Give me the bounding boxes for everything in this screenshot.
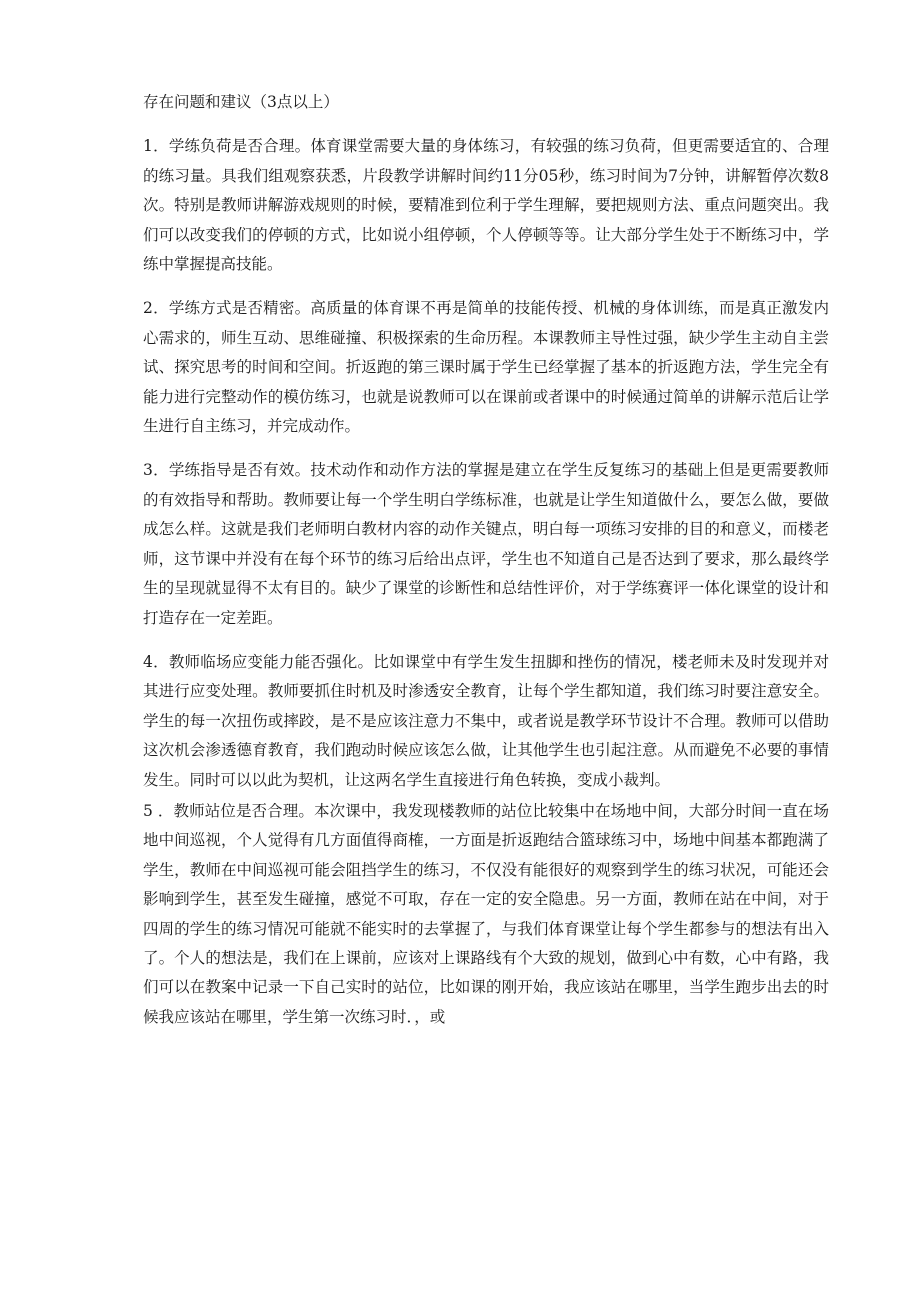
section-heading: 存在问题和建议（3点以上） (143, 93, 339, 111)
paragraph-text: 教师临场应变能力能否强化。比如课堂中有学生发生扭脚和挫伤的情况，楼老师未及时发现并对其进行应变处理。教师要抓住时机及时渗透安全教育，让每个学生都知道，我们练习时要注意安全。学生的每一次扭伤或摔跤，是不是应该注意力不集中，或者说是教学环节设计不合理。教师可以借助这次机会渗透德育教育，我们跑动时候应该怎么做，让其他学生也引起注意。从而避免不必要的事情发生。同时可以以此为契机，让这两名学生直接进行角色转换，变成小裁判。 (143, 652, 829, 789)
paragraph-number: 5 ． (143, 801, 174, 820)
paragraph-number: 2． (143, 299, 169, 318)
paragraph-text: 学练方式是否精密。高质量的体育课不再是简单的技能传授、机械的身体训练，而是真正激发内心需求的，师生互动、思维碰撞、积极探索的生命历程。本课教师主导性过强，缺少学生主动自主尝试、探究思考的时间和空间。折返跑的第三课时属于学生已经掌握了基本的折返跑方法，学生完全有能力进行完整动作的模仿练习，也就是说教师可以在课前或者课中的时候通过简单的讲解示范后让学生进行自主练习，并完成动作。 (143, 299, 829, 436)
paragraph-5 (143, 797, 829, 1032)
paragraph-text: 教师站位是否合理。本次课中，我发现楼教师的站位比较集中在场地中间，大部分时间一直在场地中间巡视，个人觉得有几方面值得商榷，一方面是折返跑结合篮球练习中，场地中间基本都跑满了学生，教师在中间巡视可能会阻挡学生的练习，不仅没有能很好的观察到学生的练习状况，可能还会影响到学生，甚至发生碰撞，感觉不可取，存在一定的安全隐患。另一方面，教师在站在中间，对于四周的学生的练习情况可能就不能实时的去掌握了，与我们体育课堂让每个学生都参与的想法有出入了。个人的想法是，我们在上课前，应该对上课路线有个大致的规划，做到心中有数，心中有路，我们可以在教案中记录一下自己实时的站位，比如课的刚开始，我应该站在哪里，当学生跑步出去的时候我应该站在哪里，学生第一次练习时．，或 (143, 801, 829, 1026)
paragraph-3 (143, 456, 829, 632)
paragraph-text: 学练负荷是否合理。体育课堂需要大量的身体练习，有较强的练习负荷，但更需要适宜的、合理的练习量。具我们组观察获悉，片段教学讲解时间约11分05秒，练习时间为7分钟，讲解暂停次数8次。特别是教师讲解游戏规则的时候，要精准到位利于学生理解，要把规则方法、重点问题突出。我们可以改变我们的停顿的方式，比如说小组停顿，个人停顿等等。让大部分学生处于不断练习中，学练中掌握提高技能。 (143, 137, 829, 274)
paragraph-number: 4． (143, 652, 169, 671)
paragraph-number: 3． (143, 461, 169, 480)
paragraph-2 (143, 294, 829, 441)
paragraph-4 (143, 648, 829, 795)
paragraph-1 (143, 132, 829, 279)
document-body (143, 88, 829, 1047)
paragraph-number: 1． (143, 137, 169, 156)
paragraph-text: 学练指导是否有效。技术动作和动作方法的掌握是建立在学生反复练习的基础上但是更需要教师的有效指导和帮助。教师要让每一个学生明白学练标准，也就是让学生知道做什么，要怎么做，要做成怎么样。这就是我们老师明白教材内容的动作关键点，明白每一项练习安排的目的和意义，而楼老师，这节课中并没有在每个环节的练习后给出点评，学生也不知道自己是否达到了要求，那么最终学生的呈现就显得不太有目的。缺少了课堂的诊断性和总结性评价，对于学练赛评一体化课堂的设计和打造存在一定差距。 (143, 461, 829, 627)
